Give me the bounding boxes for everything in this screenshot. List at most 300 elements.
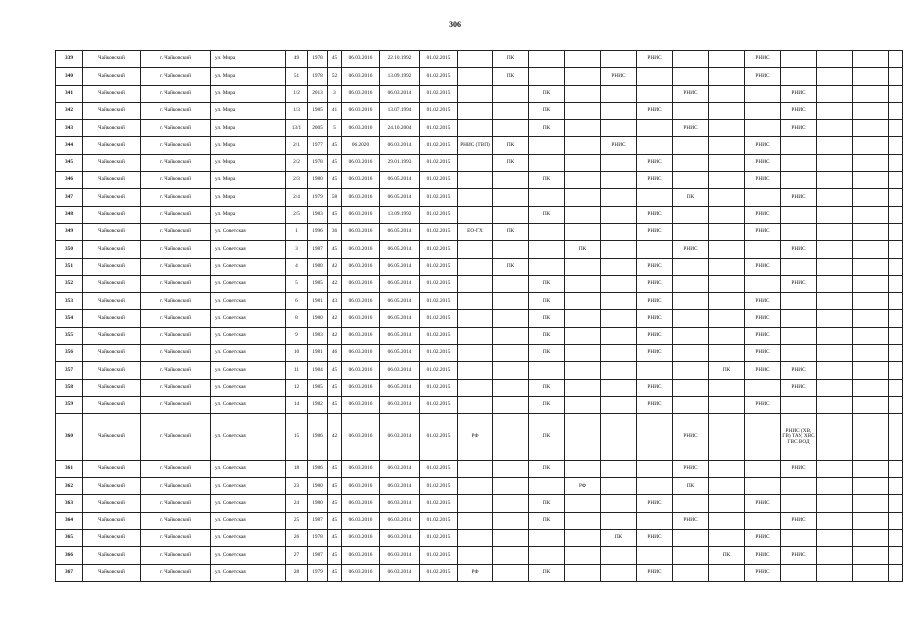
table-row [56, 223, 903, 240]
work-cell [853, 512, 889, 529]
table-row [56, 495, 903, 512]
work-cell: ПК [529, 495, 565, 512]
work-cell [817, 379, 853, 396]
year-cell: 1978 [308, 154, 328, 171]
year-cell: 1977 [308, 137, 328, 154]
count-cell: 45 [328, 241, 342, 258]
work-cell [889, 414, 903, 461]
work-cell [745, 512, 781, 529]
date2-cell: 06.03.2014 [380, 414, 420, 461]
work-cell [565, 137, 601, 154]
date1-cell: 06.03.2016 [342, 327, 380, 344]
date2-cell: 13.07.1994 [380, 102, 420, 119]
work-cell [817, 275, 853, 292]
date1-cell: 06.03.2016 [342, 414, 380, 461]
work-cell [458, 293, 493, 310]
work-cell [781, 258, 817, 275]
year-cell: 2013 [308, 85, 328, 102]
work-cell: РНИС [745, 258, 781, 275]
work-cell [709, 275, 745, 292]
work-cell [709, 206, 745, 223]
work-cell [817, 478, 853, 495]
count-cell: 45 [328, 362, 342, 379]
work-cell [817, 310, 853, 327]
date3-cell: 01.02.2015 [420, 223, 458, 240]
table-row [56, 310, 903, 327]
work-cell [673, 223, 709, 240]
work-cell [601, 189, 637, 206]
work-cell [889, 189, 903, 206]
city-cell: г. Чайковский [141, 327, 211, 344]
date1-cell: 06.03.2016 [342, 223, 380, 240]
district-cell: Чайковский [83, 68, 141, 85]
work-cell [709, 189, 745, 206]
district-cell: Чайковский [83, 414, 141, 461]
work-cell [601, 206, 637, 223]
house-cell: 1/2 [286, 85, 308, 102]
work-cell [458, 258, 493, 275]
work-cell [637, 189, 673, 206]
work-cell: РФ [458, 564, 493, 581]
work-cell [601, 478, 637, 495]
city-cell: г. Чайковский [141, 206, 211, 223]
work-cell [493, 327, 529, 344]
count-cell: 45 [328, 512, 342, 529]
work-cell [493, 241, 529, 258]
work-cell [601, 172, 637, 189]
work-cell [565, 275, 601, 292]
house-cell: 5 [286, 275, 308, 292]
district-cell: Чайковский [83, 478, 141, 495]
house-cell: 2/2 [286, 154, 308, 171]
count-cell: 36 [328, 223, 342, 240]
work-cell [889, 478, 903, 495]
work-cell [493, 120, 529, 137]
work-cell [673, 310, 709, 327]
work-cell [601, 258, 637, 275]
street-cell: ул. Мира [211, 189, 286, 206]
row-number: 349 [56, 223, 83, 240]
year-cell: 1987 [308, 547, 328, 564]
work-cell [781, 223, 817, 240]
city-cell: г. Чайковский [141, 68, 211, 85]
work-cell [817, 206, 853, 223]
house-cell: 49 [286, 51, 308, 68]
district-cell: Чайковский [83, 530, 141, 547]
date3-cell: 01.02.2015 [420, 564, 458, 581]
count-cell: 3 [328, 85, 342, 102]
date2-cell: 06.05.2014 [380, 310, 420, 327]
work-cell: РНИС [745, 206, 781, 223]
work-cell [709, 512, 745, 529]
work-cell [637, 362, 673, 379]
table-row [56, 345, 903, 362]
work-cell [493, 189, 529, 206]
table-row [56, 172, 903, 189]
work-cell: РНИС [781, 102, 817, 119]
street-cell: ул. Советская [211, 460, 286, 477]
row-number: 358 [56, 379, 83, 396]
work-cell [889, 154, 903, 171]
date3-cell: 01.02.2015 [420, 137, 458, 154]
date1-cell: 06.03.2016 [342, 120, 380, 137]
work-cell [673, 345, 709, 362]
house-cell: 6 [286, 293, 308, 310]
work-cell [673, 172, 709, 189]
year-cell: 1985 [308, 102, 328, 119]
work-cell [565, 154, 601, 171]
work-cell: РНИС [637, 345, 673, 362]
work-cell: ПК [493, 137, 529, 154]
work-cell [529, 547, 565, 564]
work-cell [781, 154, 817, 171]
work-cell [781, 530, 817, 547]
work-cell [673, 154, 709, 171]
row-number: 352 [56, 275, 83, 292]
date2-cell: 06.05.2014 [380, 258, 420, 275]
work-cell [529, 51, 565, 68]
date1-cell: 06.03.2016 [342, 275, 380, 292]
date1-cell: 06.03.2016 [342, 564, 380, 581]
work-cell [601, 362, 637, 379]
year-cell: 1984 [308, 362, 328, 379]
work-cell [853, 564, 889, 581]
row-number: 362 [56, 478, 83, 495]
date1-cell: 06.03.2016 [342, 258, 380, 275]
work-cell: РНИС [781, 547, 817, 564]
work-cell [673, 564, 709, 581]
work-cell: РНИС [745, 223, 781, 240]
work-cell [709, 223, 745, 240]
date3-cell: 01.02.2015 [420, 275, 458, 292]
work-cell [709, 102, 745, 119]
work-cell [565, 172, 601, 189]
house-cell: 2/3 [286, 172, 308, 189]
work-cell [673, 275, 709, 292]
table-row [56, 85, 903, 102]
date2-cell: 06.03.2014 [380, 512, 420, 529]
year-cell: 1982 [308, 396, 328, 413]
work-cell [458, 362, 493, 379]
work-cell [781, 310, 817, 327]
year-cell: 1985 [308, 275, 328, 292]
city-cell: г. Чайковский [141, 530, 211, 547]
count-cell: 43 [328, 293, 342, 310]
work-cell: РНИС [745, 327, 781, 344]
work-cell [817, 547, 853, 564]
house-cell: 28 [286, 564, 308, 581]
city-cell: г. Чайковский [141, 120, 211, 137]
work-cell: РНИС [781, 512, 817, 529]
work-cell: РНИС [637, 223, 673, 240]
work-cell [637, 414, 673, 461]
work-cell: РНИС [781, 460, 817, 477]
work-cell [529, 530, 565, 547]
row-number: 343 [56, 120, 83, 137]
table-row [56, 460, 903, 477]
district-cell: Чайковский [83, 327, 141, 344]
work-cell [817, 189, 853, 206]
work-cell: ПК [529, 310, 565, 327]
work-cell [853, 258, 889, 275]
year-cell: 1986 [308, 460, 328, 477]
date2-cell: 06.05.2014 [380, 172, 420, 189]
work-cell: ПК [529, 460, 565, 477]
date2-cell: 06.05.2014 [380, 379, 420, 396]
date2-cell: 06.03.2014 [380, 564, 420, 581]
work-cell [709, 85, 745, 102]
street-cell: ул. Советская [211, 345, 286, 362]
date2-cell: 13.09.1992 [380, 206, 420, 223]
work-cell [565, 258, 601, 275]
table-row [56, 51, 903, 68]
work-cell: РНИС [601, 68, 637, 85]
work-cell [601, 327, 637, 344]
work-cell: РНИС [601, 137, 637, 154]
work-cell [709, 460, 745, 477]
house-cell: 51 [286, 68, 308, 85]
district-cell: Чайковский [83, 293, 141, 310]
work-cell [673, 379, 709, 396]
count-cell: 46 [328, 345, 342, 362]
date2-cell: 06.05.2014 [380, 327, 420, 344]
work-cell [853, 293, 889, 310]
count-cell: 5 [328, 120, 342, 137]
year-cell: 1987 [308, 241, 328, 258]
work-cell [817, 85, 853, 102]
street-cell: ул. Мира [211, 102, 286, 119]
house-cell: 23 [286, 478, 308, 495]
work-cell: ПК [529, 327, 565, 344]
district-cell: Чайковский [83, 547, 141, 564]
table-row [56, 530, 903, 547]
row-number: 365 [56, 530, 83, 547]
work-cell [889, 241, 903, 258]
work-cell: ПК [529, 512, 565, 529]
date1-cell: 06.03.2016 [342, 68, 380, 85]
work-cell [781, 396, 817, 413]
table-row [56, 293, 903, 310]
date1-cell: 06.03.2016 [342, 293, 380, 310]
date3-cell: 01.02.2015 [420, 512, 458, 529]
work-cell [458, 478, 493, 495]
work-cell [709, 293, 745, 310]
work-cell: РНИС [745, 564, 781, 581]
table-row [56, 414, 903, 461]
work-cell [565, 68, 601, 85]
work-cell [853, 68, 889, 85]
count-cell: 42 [328, 414, 342, 461]
year-cell: 1978 [308, 51, 328, 68]
work-cell: РФ [458, 414, 493, 461]
street-cell: ул. Советская [211, 379, 286, 396]
district-cell: Чайковский [83, 223, 141, 240]
row-number: 345 [56, 154, 83, 171]
work-cell [565, 189, 601, 206]
work-cell [709, 564, 745, 581]
district-cell: Чайковский [83, 495, 141, 512]
house-cell: 10 [286, 345, 308, 362]
street-cell: ул. Советская [211, 275, 286, 292]
street-cell: ул. Советская [211, 396, 286, 413]
table-row [56, 564, 903, 581]
work-cell: ПК [493, 68, 529, 85]
work-cell [853, 460, 889, 477]
work-cell [781, 345, 817, 362]
house-cell: 2/5 [286, 206, 308, 223]
work-cell [601, 85, 637, 102]
work-cell [493, 275, 529, 292]
year-cell: 1996 [308, 223, 328, 240]
work-cell [817, 495, 853, 512]
date3-cell: 01.02.2015 [420, 206, 458, 223]
date1-cell: 06.03.2016 [342, 85, 380, 102]
year-cell: 1983 [308, 327, 328, 344]
work-cell [601, 310, 637, 327]
date2-cell: 06.05.2014 [380, 345, 420, 362]
work-cell: ПК [709, 362, 745, 379]
work-cell: РНИС [781, 120, 817, 137]
year-cell: 1980 [308, 172, 328, 189]
district-cell: Чайковский [83, 362, 141, 379]
work-cell [529, 362, 565, 379]
year-cell: 1980 [308, 495, 328, 512]
work-cell: РНИС [745, 396, 781, 413]
work-cell [781, 172, 817, 189]
work-cell: ПК [529, 396, 565, 413]
street-cell: ул. Мира [211, 206, 286, 223]
work-cell [709, 154, 745, 171]
work-cell [458, 379, 493, 396]
work-cell [817, 396, 853, 413]
row-number: 354 [56, 310, 83, 327]
work-cell [817, 345, 853, 362]
city-cell: г. Чайковский [141, 51, 211, 68]
house-cell: 13/1 [286, 120, 308, 137]
work-cell [853, 478, 889, 495]
work-cell [493, 293, 529, 310]
date1-cell: 06.03.2016 [342, 495, 380, 512]
work-cell [709, 327, 745, 344]
work-cell [458, 68, 493, 85]
work-cell: РНИС [637, 379, 673, 396]
work-cell [565, 85, 601, 102]
work-cell: ПК [529, 172, 565, 189]
work-cell [493, 478, 529, 495]
work-cell [853, 379, 889, 396]
work-cell [709, 258, 745, 275]
work-cell [458, 530, 493, 547]
work-cell: РНИС (ХВ, ГВ) ТАУ, ХВС ГВС ВОД [781, 414, 817, 461]
work-cell: ПК [529, 293, 565, 310]
date3-cell: 01.02.2015 [420, 495, 458, 512]
work-cell: ПК [493, 154, 529, 171]
date1-cell: 06.03.2016 [342, 189, 380, 206]
table-row [56, 241, 903, 258]
work-cell [889, 120, 903, 137]
date2-cell: 06.03.2014 [380, 530, 420, 547]
year-cell: 2005 [308, 120, 328, 137]
date1-cell: 06.03.2016 [342, 362, 380, 379]
year-cell: 1980 [308, 258, 328, 275]
date3-cell: 01.02.2015 [420, 154, 458, 171]
table-row [56, 102, 903, 119]
work-cell: РНИС [673, 241, 709, 258]
row-number: 367 [56, 564, 83, 581]
count-cell: 45 [328, 51, 342, 68]
work-cell [817, 51, 853, 68]
work-cell [745, 379, 781, 396]
work-cell: РНИС [673, 120, 709, 137]
row-number: 344 [56, 137, 83, 154]
date2-cell: 06.03.2014 [380, 396, 420, 413]
work-cell [709, 137, 745, 154]
work-cell [745, 241, 781, 258]
work-cell [853, 51, 889, 68]
work-cell: РНИС [745, 495, 781, 512]
work-cell: РНИС [745, 172, 781, 189]
work-cell [601, 379, 637, 396]
work-cell [889, 547, 903, 564]
house-cell: 1/3 [286, 102, 308, 119]
work-cell: РНИС [673, 414, 709, 461]
work-cell [853, 327, 889, 344]
work-cell [853, 137, 889, 154]
work-cell [889, 172, 903, 189]
year-cell: 1983 [308, 206, 328, 223]
work-cell: ПК [529, 379, 565, 396]
work-cell: РНИС [637, 206, 673, 223]
district-cell: Чайковский [83, 189, 141, 206]
city-cell: г. Чайковский [141, 564, 211, 581]
street-cell: ул. Советская [211, 258, 286, 275]
count-cell: 45 [328, 478, 342, 495]
work-cell: ЕО-ГХ [458, 223, 493, 240]
work-cell [458, 327, 493, 344]
city-cell: г. Чайковский [141, 396, 211, 413]
street-cell: ул. Мира [211, 120, 286, 137]
table-row [56, 512, 903, 529]
work-cell [709, 495, 745, 512]
table-row [56, 379, 903, 396]
work-cell [458, 275, 493, 292]
work-cell [745, 460, 781, 477]
district-cell: Чайковский [83, 137, 141, 154]
date1-cell: 06.03.2016 [342, 379, 380, 396]
city-cell: г. Чайковский [141, 137, 211, 154]
work-cell [601, 223, 637, 240]
city-cell: г. Чайковский [141, 85, 211, 102]
work-cell: РНИС [745, 547, 781, 564]
work-cell [458, 172, 493, 189]
table-row [56, 120, 903, 137]
work-cell [745, 189, 781, 206]
count-cell: 45 [328, 495, 342, 512]
year-cell: 1985 [308, 379, 328, 396]
work-cell [817, 258, 853, 275]
row-number: 350 [56, 241, 83, 258]
work-cell [889, 379, 903, 396]
work-cell [709, 172, 745, 189]
work-cell [853, 530, 889, 547]
work-cell [493, 206, 529, 223]
date2-cell: 06.05.2014 [380, 275, 420, 292]
work-cell [781, 293, 817, 310]
work-cell [889, 51, 903, 68]
work-cell [709, 68, 745, 85]
district-cell: Чайковский [83, 310, 141, 327]
work-cell [493, 530, 529, 547]
